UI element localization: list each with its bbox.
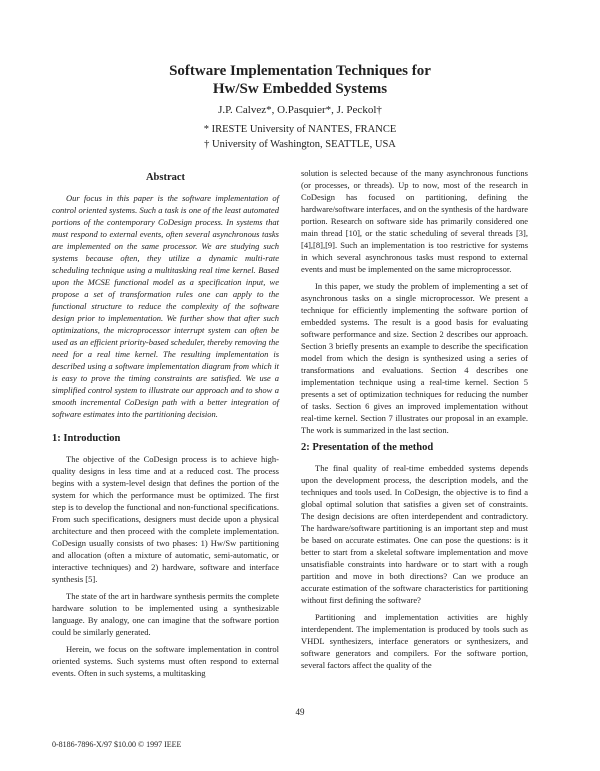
right-column (301, 167, 528, 676)
method-paragraph-2: Partitioning and implementation activities are highly interdependent. The implementation is produced by tools such as VHDL synthesizers, interface generators or synthesizers, and software generators and compilers. For the software portion, several factors affect the quality of the (301, 612, 528, 670)
method-heading: 2: Presentation of the method (301, 442, 434, 453)
footer-copyright: 0-8186-7896-X/97 $10.00 © 1997 IEEE (52, 740, 182, 749)
left-column (52, 167, 279, 684)
abstract-text: Our focus in this paper is the software implementation of control oriented systems. Such a task is one of the least automated portions of the contemporary CoDesign process. In systems that must respond to external events, often several asynchronous tasks are implemented on the same processor. We are studying such systems because often, they utilize a dynamic multi-rate scheduling technique using a multitasking real time kernel. Based upon the MCSE functional model as a specification input, we propose a set of transformation rules one can apply to the functional structure to reduce the complexity of the software design prior to implementation. We further show that after such optimizations, the microprocessor interrupt system can often be used as an efficient priority-based scheduler, thereby removing the need for a real time kernel. The resulting implementation is described using a software implementation diagram from which it is easy to prove the timing constraints are satisfied. We use a simplified control system to illustrate our approach and to show a smooth incremental CoDesign path with a better integration of software estimates into the partitioning decision. (52, 193, 279, 419)
intro-paragraph-2: The state of the art in hardware synthesis permits the complete hardware solution to be implemented using a synthesizable language. By analogy, one can imagine that the software portion could be similarly generated. (52, 591, 279, 637)
right-paragraph-1: solution is selected because of the many asynchronous functions (or processes, or threads). Up to now, most of the research in CoDesign has focused on partitioning, defining the hardware/software interfaces, and on the synthesis of the hardware portion. Research on software side has primarily considered one main thread [10], or the static scheduling of several threads [3],[4],[8],[9]. Such an implementation is too restrictive for systems in which several asynchronous tasks must respond to external events and must be implemented on the same microprocessor. (301, 168, 528, 274)
title-line-2: Hw/Sw Embedded Systems (212, 81, 388, 97)
abstract-heading: Abstract (145, 172, 186, 183)
intro-paragraph-1: The objective of the CoDesign process is to achieve high-quality designs in less time and at a reduced cost. The process begins with a system-level design that defines the portion of the system for which the performance must be optimized. The first step is to develop the functional and non-functional specifications. From such specifications, designers must decide upon a physical architecture and then proceed with the complete implementation. CoDesign usually consists of two phases: 1) Hw/Sw partitioning and allocation (often a mixture of automatic, semi-automatic, or interactive techniques) and 2) hardware, software and interface synthesis [5]. (52, 454, 279, 584)
paper-title (0, 62, 600, 98)
method-paragraph-1: The final quality of real-time embedded systems depends upon the development process, the description models, and the techniques and tools used. In CoDesign, the objective is to find a global optimal solution that satisfies a given set of constraints. The design decisions are often interdependent and contradictory. The hardware/software partitioning is an important step and must be based on accurate estimates. One can pose the questions: is it better to start from a skeletal software implementation and move unsatisfiable constraints into hardware or to start with a rough partition and move in both directions? Can we produce an accurate estimation of the software characteristics for partitioning without first defining the software? (301, 463, 528, 605)
introduction-heading: 1: Introduction (52, 433, 121, 444)
affiliation-washington: † University of Washington, SEATTLE, USA (204, 139, 396, 150)
right-paragraph-2: In this paper, we study the problem of implementing a set of asynchronous tasks on a single microprocessor. We present a technique for efficiently implementing the software portion of embedded systems. The result is a good basis for evaluating software performance and size. Section 2 describes our approach. Section 3 briefly presents an example to describe the specification model from which the design is synthesized using a series of transformations and evaluations. Section 4 describes one implementation technique using a real-time kernel. Section 5 presents a set of optimization techniques for reducing the number of tasks. Section 6 gives an improved implementation without real-time kernel. Section 7 illustrates our proposal in an example. The work is summarized in the last section. (301, 281, 528, 435)
authors: J.P. Calvez*, O.Pasquier*, J. Peckol† (218, 104, 382, 116)
page-number: 49 (295, 707, 305, 717)
affiliation-nantes: * IRESTE University of NANTES, FRANCE (203, 124, 397, 135)
title-line-1: Software Implementation Techniques for (169, 63, 431, 79)
intro-paragraph-3: Herein, we focus on the software implementation in control oriented systems. Such systems must often respond to external events. Often in such systems, a multitasking (52, 644, 279, 678)
